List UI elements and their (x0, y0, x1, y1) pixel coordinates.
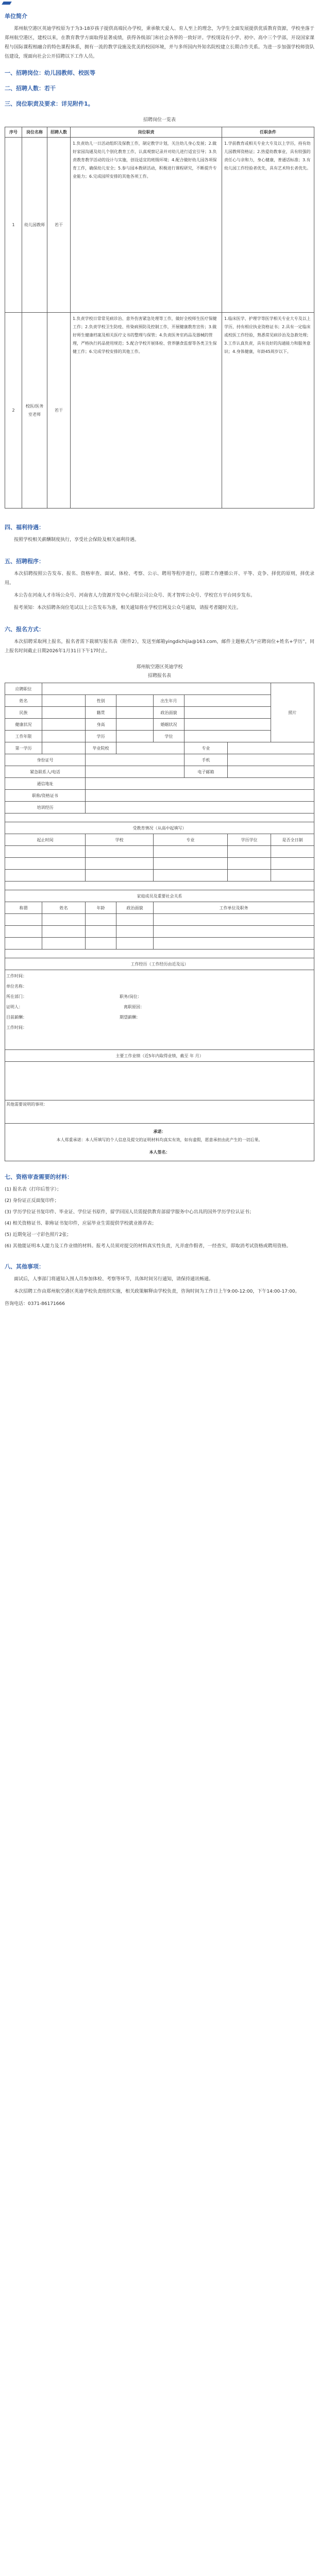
study-cell[interactable] (5, 858, 86, 870)
family-cell[interactable] (86, 938, 116, 950)
marriage-label: 婚姻状况 (154, 719, 184, 731)
intro-paragraph: 郑州航空港区英迪学校原为于为3-18岁孩子提供高端民办学校，秉承敬天爱人、育人至上的理念，为学生全面发展提供优质教育资源，学校坐落于郑州航空港区，建校以来，在教育教学方面取得显著成绩，获得各级部门和社会各界的一致好评。学校现设有小学、初中、高中三个学部，开设国家课程与国际课程相融合的特色课程体系，拥有一流的教学设施及优美的校园环境，并与多所国内外知名院校建立长期合作关系。为进一步加强学校师资队伍建设，现面向社会公开招聘以下工作人员。 (5, 26, 314, 59)
unit-heading: 单位简介 (5, 13, 27, 20)
family-cell[interactable] (5, 938, 42, 950)
work-time-field[interactable] (42, 731, 86, 742)
work-dept-label: 所在部门 (6, 994, 23, 999)
major-field[interactable] (228, 742, 314, 754)
col-duties: 岗位职责 (71, 127, 222, 138)
salary-label: 目前薪酬 (6, 1015, 23, 1020)
material-item: (1) 报名表（打印后签字）； (5, 1187, 62, 1192)
family-cell[interactable] (116, 914, 154, 926)
work-time-label: 工作年限 (5, 731, 42, 742)
study-major-header: 专业 (154, 834, 228, 846)
email-field[interactable] (228, 766, 314, 778)
marriage-field[interactable] (184, 719, 271, 731)
achievements-field[interactable] (5, 1062, 314, 1100)
family-cell[interactable] (116, 938, 154, 950)
contact-phone: 咨询电话：0371-86171666 (5, 1301, 65, 1307)
birth-field[interactable] (184, 695, 271, 707)
section-4-text: 按照学校相关薪酬制度执行，享受社会保险及相关福利待遇。 (14, 537, 140, 543)
row-no: 2 (5, 313, 22, 509)
relation-header: 称谓 (5, 902, 42, 914)
gender-field[interactable] (116, 695, 154, 707)
photo-cell: 照片 (271, 683, 314, 742)
section-1-title: 一、招聘岗位：幼儿园教师、校医等 (5, 70, 95, 76)
degree-field[interactable] (184, 731, 271, 742)
table-row (5, 313, 314, 509)
row-requirements: 1.临床医学、护理学等医学相关专业大专及以上学历，持有相应执业资格证书；2.具有一定临床或校医工作经验，熟悉常见病诊治及急救处理；3.工作认真负责，具有良好的沟通能力和服务意识；4.身体健康，年龄45周岁以下。 (222, 313, 314, 509)
address-field[interactable] (86, 778, 314, 790)
native-label: 籍贯 (86, 707, 116, 719)
achievements-heading (5, 1050, 314, 1062)
promise-label: 承诺： (153, 1129, 166, 1134)
spacer (5, 814, 314, 822)
spacer (5, 950, 314, 958)
study-cell[interactable] (154, 846, 228, 858)
section-4-title: 四、福利待遇： (5, 524, 44, 531)
health-field[interactable] (42, 719, 86, 731)
family-cell[interactable] (86, 926, 116, 938)
family-cell[interactable] (42, 938, 86, 950)
self-eval-label: 其他需要说明的事项： (6, 1102, 47, 1107)
fam-political-header: 政治面貌 (116, 902, 154, 914)
promise-text: 本人郑重承诺：本人所填写的个人信息及提交的证明材料均真实有效，如有虚假，愿意承担由此产生的一切后果。 (56, 1138, 263, 1142)
study-cell[interactable] (86, 858, 154, 870)
phone-field[interactable] (228, 754, 314, 766)
study-cell[interactable] (5, 846, 86, 858)
name-field[interactable] (42, 695, 86, 707)
phone-label: 手机 (184, 754, 228, 766)
table-row (5, 138, 314, 313)
title-cert-label: 职称/资格证书 (5, 790, 86, 802)
form-title: 招聘报名表 (147, 673, 171, 679)
row-name: 校医/医务室老师 (22, 313, 47, 509)
grad-school-label: 毕业院校 (86, 742, 116, 754)
section-2-title: 二、招聘人数：若干 (5, 85, 56, 92)
section-8-p1: 面试后，人事部门将通知入围人员参加体检、考察等环节，具体时间另行通知，请保持通讯畅通。 (14, 1277, 214, 1282)
section-7-title: 七、资格审查需要的材料： (5, 1174, 73, 1180)
ethnic-field[interactable] (42, 707, 86, 719)
job-table-header (5, 127, 314, 138)
work-time-range-label: 工作时间 (6, 1025, 23, 1030)
row-count: 若干 (47, 313, 71, 509)
col-count: 招聘人数 (47, 127, 71, 138)
first-edu-label: 第一学历 (5, 742, 42, 754)
native-field[interactable] (116, 707, 154, 719)
applied-post-label: 应聘职位 (5, 683, 42, 695)
study-cell[interactable] (271, 870, 314, 882)
gender-label: 性别 (86, 695, 116, 707)
height-field[interactable] (116, 719, 154, 731)
fam-age-header: 年龄 (86, 902, 116, 914)
section-8-title: 八、其他事项： (5, 1263, 44, 1270)
fam-name-header: 姓名 (42, 902, 86, 914)
row-name: 幼儿园教师 (22, 138, 47, 313)
signer-label: 本人签名： (149, 1150, 170, 1155)
name-label: 姓名 (5, 695, 42, 707)
self-eval-cell[interactable] (5, 1100, 314, 1124)
height-label: 身高 (86, 719, 116, 731)
family-cell[interactable] (154, 926, 314, 938)
family-cell[interactable] (5, 926, 42, 938)
work-post-label: 职务/岗位 (120, 994, 138, 999)
witness-label: 证明人 (6, 1005, 19, 1009)
education-field[interactable] (116, 731, 154, 742)
col-no: 序号 (5, 127, 22, 138)
full-time-header: 是否全日制 (271, 834, 314, 846)
email-label: 电子邮箱 (184, 766, 228, 778)
section-5-p3: 报考须知：本次招聘各岗位笔试以上公告发布为准，相关通知将在学校官网及公众号通知，请报考者随时关注。 (14, 605, 242, 611)
emergency-label: 紧急联系人/电话 (5, 766, 86, 778)
expected-label: 期望薪酬 (120, 1015, 136, 1020)
major-label: 专业 (184, 742, 228, 754)
study-cell[interactable] (86, 846, 154, 858)
study-cell[interactable] (228, 858, 271, 870)
section-5-p1: 本次招聘按照公告发布、报名、资格审查、面试、体检、考察、公示、聘用等程序进行，招聘工作遵循公开、平等、竞争、择优的原则，择优录用。 (5, 571, 314, 586)
section-5-p2: 本公告在河南人才市场公众号、河南省人力资源开发中心有限公司公众号、英才智库公众号、学校官方平台同步发布。 (14, 593, 256, 598)
family-cell[interactable] (86, 914, 116, 926)
work-exp-block[interactable]: 工作时间： 单位名称： 所在部门： 职务/岗位： 证明人： 离职原因： 目前薪酬： 期望薪酬： 工作时间： (5, 970, 314, 1050)
col-requirements: 任职条件 (222, 127, 314, 138)
study-cell[interactable] (228, 870, 271, 882)
study-school-header: 学校 (86, 834, 154, 846)
family-cell[interactable] (154, 914, 314, 926)
family-cell[interactable] (42, 926, 86, 938)
political-label: 政治面貌 (154, 707, 184, 719)
study-cell[interactable] (86, 870, 154, 882)
row-no: 1 (5, 138, 22, 313)
job-table (5, 127, 314, 509)
address-label: 通信地址 (5, 778, 86, 790)
study-cell[interactable] (5, 870, 86, 882)
degree-label: 学位 (154, 731, 184, 742)
achievements-label: 主要工作业绩（近5年内取得业绩，截至 (115, 1053, 189, 1058)
study-degree-header: 学历学位 (228, 834, 271, 846)
education-label: 学历 (86, 731, 116, 742)
grad-school-field[interactable] (116, 742, 184, 754)
applied-post-field[interactable] (42, 683, 271, 695)
row-duties: 1.负责幼儿一日活动组织及保教工作，制定教学计划，关注幼儿身心发展；2.做好家园沟通及幼儿个别化教育工作，认真观察记录并对幼儿进行适宜引导；3.负责教育教学活动的设计与实施，创设适宜的班级环境；4.配合做好幼儿园各项保育工作，确保幼儿安全；5.参与园本教研活动，积极进行课程研究，不断提升专业能力；6.完成园所安排的其他各项工作。 (71, 138, 222, 313)
promise-cell (5, 1124, 314, 1161)
application-form (5, 683, 314, 1161)
fam-unit-header: 工作单位及职务 (154, 902, 314, 914)
work-unit-label: 单位名称 (6, 984, 23, 989)
job-table-title: 招聘岗位一览表 (143, 117, 176, 123)
row-requirements: 1.学前教育或相关专业大专及以上学历，持有幼儿园教师资格证；2.热爱幼教事业，具有较强的责任心与亲和力，身心健康，普通话标准；3.有幼儿园工作经验者优先，具有艺术特长者优先。 (222, 138, 314, 313)
health-label: 健康状况 (5, 719, 42, 731)
section-6-title: 六、报名方式： (5, 626, 44, 633)
row-duties: 1.负责学校日常常见病诊治、意外伤害紧急处理等工作，做好全校师生医疗保健工作；2.负责学校卫生防疫、传染病预防及控制工作，开展健康教育宣传；3.做好师生健康档案及相关医疗文书的整理与保管；4.负责医务室药品及器械的管理，严格执行药品使用规范；5.配合学校开展体检、营养膳食监督等各类卫生保健工作；6.完成学校安排的其他工作。 (71, 313, 222, 509)
work-time-range-label: 工作时间 (6, 974, 23, 978)
emergency-field[interactable] (86, 766, 184, 778)
ethnic-label: 民族 (5, 707, 42, 719)
id-no-field[interactable] (86, 754, 184, 766)
family-heading: 家庭成员及重要社会关系 (5, 890, 314, 902)
section-6-p1: 本次招聘采取网上报名，报名者需下载填写报名表（附件2），发送至邮箱yingdichijia@163.com，邮件主题格式为“应聘岗位+姓名+学历”，同上报名时间截止日期2026年1月31日下午17时止。 (5, 639, 314, 654)
study-start-end-header: 起止时间 (5, 834, 86, 846)
training-label: 培训经历 (5, 802, 86, 814)
title-cert-field[interactable] (86, 790, 314, 802)
spacer (5, 882, 314, 890)
achievements-tail: 年 月） (190, 1053, 204, 1058)
row-count: 若干 (47, 138, 71, 313)
family-cell[interactable] (5, 914, 42, 926)
material-item: (5) 近期免冠一寸彩色照片2张； (5, 1232, 72, 1238)
section-8-p2: 本次招聘工作由郑州航空港区英迪学校负责组织实施，相关政策解释由学校负责，咨询时间为工作日上午9:00-12:00，下午14:00-17:00。 (14, 1289, 300, 1294)
birth-label: 出生年月 (154, 695, 184, 707)
study-cell[interactable] (271, 858, 314, 870)
material-item: (2) 身份证正反面复印件； (5, 1198, 59, 1204)
id-no-label: 身份证号 (5, 754, 86, 766)
section-5-title: 五、招聘程序： (5, 558, 44, 565)
family-cell[interactable] (42, 914, 86, 926)
work-exp-heading: 工作经历（工作经历由近及远） (5, 958, 314, 970)
family-cell[interactable] (116, 926, 154, 938)
accent-bar (2, 2, 11, 5)
section-3-title: 三、岗位职责及要求：详见附件1。 (5, 100, 94, 107)
material-item: (4) 相关资格证书、职称证书复印件，应届毕业生需提供学校就业推荐表； (5, 1221, 157, 1226)
family-cell[interactable] (154, 938, 314, 950)
reason-label: 离职原因 (124, 1005, 140, 1009)
first-edu-field[interactable] (42, 742, 86, 754)
material-item: (6) 其他能证明本人能力及工作业绩的材料。报考人员须对提交的材料真实性负责，凡弄虚作假者，一经查实，即取消考试资格或聘用资格。 (5, 1244, 291, 1249)
col-name: 岗位名称 (22, 127, 47, 138)
page (5, 5, 314, 1309)
study-exp-heading: 受教育情况（从高中起填写） (5, 822, 314, 834)
study-cell[interactable] (271, 846, 314, 858)
form-school-title: 郑州航空港区英迪学校 (136, 665, 183, 670)
study-cell[interactable] (228, 846, 271, 858)
study-cell[interactable] (154, 870, 228, 882)
training-field[interactable] (86, 802, 314, 814)
political-field[interactable] (184, 707, 271, 719)
study-cell[interactable] (154, 858, 228, 870)
material-item: (3) 学历学位证书复印件、毕业证、学位证书原件，留学回国人员需提供教育部留学服务中心出具的国外学历学位认证书； (5, 1210, 254, 1215)
